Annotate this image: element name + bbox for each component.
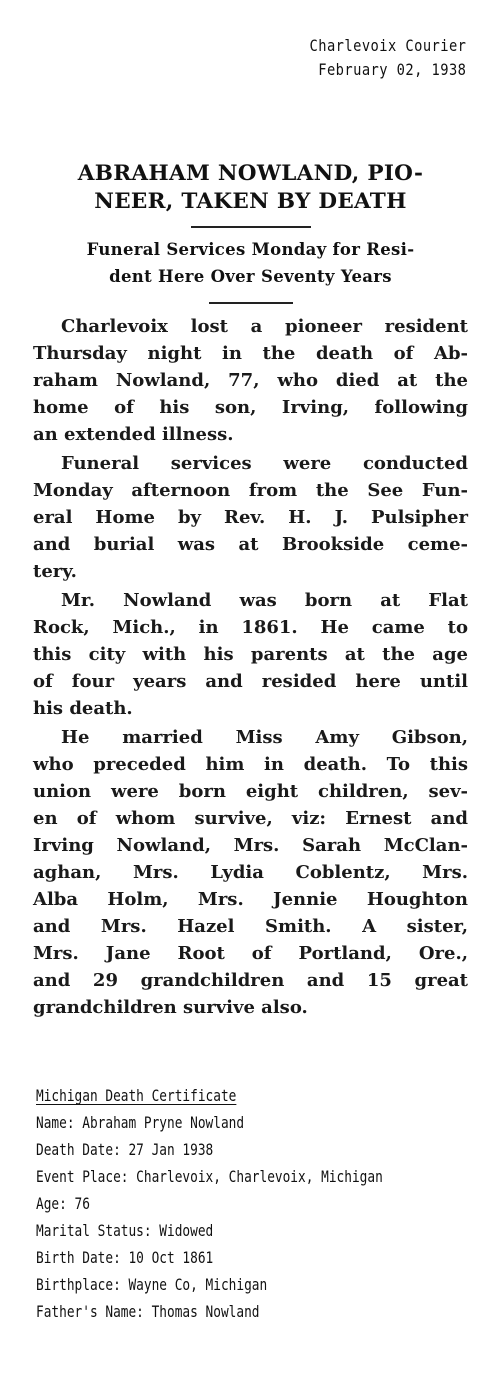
text-line: He married Miss Amy Gibson, bbox=[61, 727, 468, 748]
text-line: and Mrs. Hazel Smith. A sister, bbox=[33, 916, 468, 937]
text-line: Mr. Nowland was born at Flat bbox=[61, 590, 468, 611]
text-line: tery. bbox=[33, 561, 77, 582]
text-line: Rock, Mich., in 1861. He came to bbox=[33, 617, 468, 638]
subhead-line: dent Here Over Seventy Years bbox=[109, 267, 392, 286]
text-line: raham Nowland, 77, who died at the bbox=[33, 370, 468, 391]
divider bbox=[209, 302, 293, 304]
text-line: his death. bbox=[33, 698, 133, 719]
text-line: en of whom survive, viz: Ernest and bbox=[33, 808, 468, 829]
certificate-line: Death Date: 27 Jan 1938 bbox=[36, 1140, 214, 1159]
text-line: this city with his parents at the age bbox=[33, 644, 468, 665]
newspaper-date: February 02, 1938 bbox=[317, 60, 466, 79]
paragraph bbox=[33, 587, 468, 722]
headline bbox=[33, 160, 468, 216]
paragraph bbox=[33, 313, 468, 448]
certificate-line: Event Place: Charlevoix, Charlevoix, Michigan bbox=[36, 1167, 383, 1186]
certificate-line: Father's Name: Thomas Nowland bbox=[36, 1302, 260, 1321]
paragraph bbox=[33, 724, 468, 1021]
text-line: Funeral services were conducted bbox=[61, 453, 468, 474]
certificate-title: Michigan Death Certificate bbox=[36, 1086, 237, 1105]
certificate-line: Birthplace: Wayne Co, Michigan bbox=[36, 1275, 268, 1294]
newspaper-name: Charlevoix Courier bbox=[309, 36, 466, 55]
text-line: Thursday night in the death of Ab- bbox=[33, 343, 468, 364]
source-citation bbox=[309, 34, 466, 82]
subhead-line: Funeral Services Monday for Resi- bbox=[86, 240, 415, 259]
paragraph bbox=[33, 450, 468, 585]
text-line: of four years and resided here until bbox=[33, 671, 468, 692]
certificate-line: Birth Date: 10 Oct 1861 bbox=[36, 1248, 214, 1267]
text-line: and burial was at Brookside ceme- bbox=[33, 534, 468, 555]
headline-line: ABRAHAM NOWLAND, PIO- bbox=[77, 161, 424, 186]
text-line: who preceded him in death. To this bbox=[33, 754, 468, 775]
text-line: Alba Holm, Mrs. Jennie Houghton bbox=[33, 889, 468, 910]
text-line: eral Home by Rev. H. J. Pulsipher bbox=[33, 507, 468, 528]
article-body bbox=[33, 313, 468, 1021]
divider bbox=[191, 226, 311, 228]
newspaper-clipping bbox=[33, 160, 468, 1023]
text-line: an extended illness. bbox=[33, 424, 234, 445]
text-line: and 29 grandchildren and 15 great bbox=[33, 970, 468, 991]
text-line: union were born eight children, sev- bbox=[33, 781, 468, 802]
certificate-line: Marital Status: Widowed bbox=[36, 1221, 214, 1240]
text-line: Monday afternoon from the See Fun- bbox=[33, 480, 468, 501]
headline-line: NEER, TAKEN BY DEATH bbox=[94, 189, 407, 214]
subheadline bbox=[33, 236, 468, 290]
certificate-line: Name: Abraham Pryne Nowland bbox=[36, 1113, 245, 1132]
certificate-line: Age: 76 bbox=[36, 1194, 90, 1213]
text-line: Irving Nowland, Mrs. Sarah McClan- bbox=[33, 835, 468, 856]
text-line: Mrs. Jane Root of Portland, Ore., bbox=[33, 943, 468, 964]
text-line: home of his son, Irving, following bbox=[33, 397, 468, 418]
text-line: Charlevoix lost a pioneer resident bbox=[61, 316, 468, 337]
text-line: aghan, Mrs. Lydia Coblentz, Mrs. bbox=[33, 862, 468, 883]
death-certificate-transcript bbox=[36, 1082, 383, 1325]
text-line: grandchildren survive also. bbox=[33, 997, 308, 1018]
